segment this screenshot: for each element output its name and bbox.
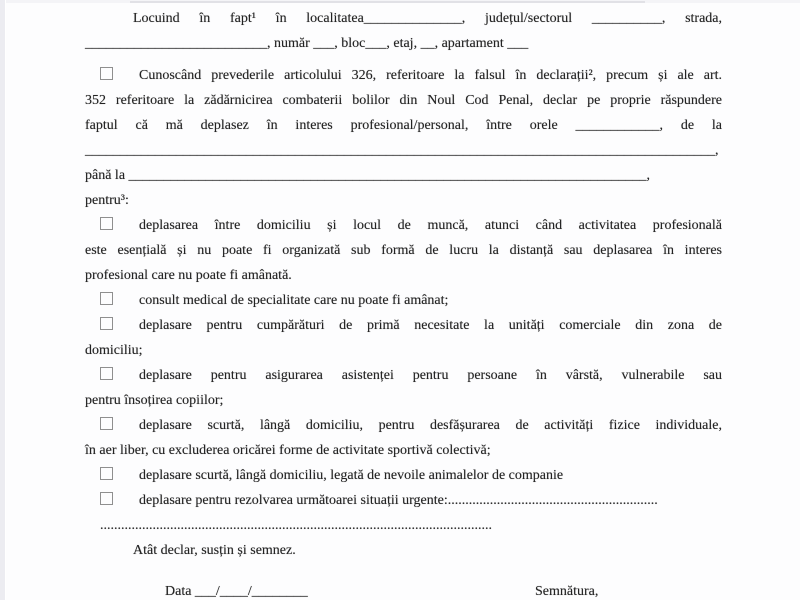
checkbox-icon[interactable]: [100, 67, 113, 80]
line-text: deplasare pentru asigurarea asistenței pentru persoane în vârstă, vulnerabile sau: [139, 368, 722, 383]
line-text: __________________________________________________________________________________________,: [85, 143, 719, 158]
line-text: 352 referitoare la zădărnicirea combaterii bolilor din Noul Cod Penal, declar pe proprie răspundere: [85, 93, 722, 108]
line-text: pentru însoțirea copiilor;: [85, 393, 224, 408]
line-declare: [85, 538, 722, 563]
line-work-2: [85, 238, 722, 263]
line-text: consult medical de specialitate care nu poate fi amânat;: [139, 293, 449, 308]
line-assist-1: [85, 363, 722, 388]
line-for: [85, 188, 722, 213]
line-aware-2: [85, 88, 722, 113]
line-text: ................................................................................................................: [100, 518, 492, 533]
line-sport-1: [85, 413, 722, 438]
checkbox-icon[interactable]: [100, 367, 113, 380]
line-text: profesional care nu poate fi amânată.: [85, 268, 292, 283]
line-from-blank: [85, 138, 722, 163]
line-text: faptul că mă deplasez în interes profesional/personal, între orele ____________, de la: [85, 118, 722, 133]
line-text: deplasare scurtă, lângă domiciliu, legată de nevoile animalelor de companie: [139, 468, 564, 483]
line-text: până la __________________________________________________________________________,: [85, 168, 651, 183]
line-text: deplasare scurtă, lângă domiciliu, pentru desfășurarea de activități fizice individuale,: [139, 418, 722, 433]
line-work-3: [85, 263, 722, 288]
line-residence-1: [85, 6, 722, 31]
line-medical: [85, 288, 722, 313]
line-text: este esențială și nu poate fi organizată sub formă de lucru la distanță sau deplasarea în interes: [85, 243, 722, 258]
line-urgent-dots: [85, 513, 722, 538]
line-text: deplasare pentru cumpărături de primă necesitate la unități comerciale din zona de: [139, 318, 722, 333]
line-work-1: [85, 213, 722, 238]
line-aware-3: [85, 113, 722, 138]
line-sport-2: [85, 438, 722, 463]
line-shopping-2: [85, 338, 722, 363]
checkbox-icon[interactable]: [100, 492, 113, 505]
checkbox-icon[interactable]: [100, 417, 113, 430]
checkbox-icon[interactable]: [100, 292, 113, 305]
date-field: Data ___/____/________: [165, 584, 308, 599]
line-text: __________________________, număr ___, bloc___, etaj, __, apartament ___: [85, 36, 529, 51]
line-pets: [85, 463, 722, 488]
signature-label: Semnătura,: [535, 584, 599, 599]
line-text: deplasarea între domiciliu și locul de muncă, atunci când activitatea profesională: [139, 218, 722, 233]
checkbox-icon[interactable]: [100, 467, 113, 480]
line-text: deplasare pentru rezolvarea următoarei situații urgente:............................................................: [139, 493, 658, 508]
line-text: Locuind în fapt¹ în localitatea______________, județul/sectorul __________, strada,: [133, 11, 722, 26]
line-aware-1: [85, 63, 722, 88]
line-text: în aer liber, cu excluderea oricărei forme de activitate sportivă colectivă;: [85, 443, 491, 458]
line-urgent: [85, 488, 722, 513]
line-text: pentru³:: [85, 193, 129, 208]
line-text: Atât declar, susțin și semnez.: [133, 543, 296, 558]
line-text: Cunoscând prevederile articolului 326, referitoare la falsul în declarații², precum și ale art.: [139, 68, 722, 83]
line-until-blank: [85, 163, 722, 188]
checkbox-icon[interactable]: [100, 217, 113, 230]
footer-row: [85, 579, 722, 600]
checkbox-icon[interactable]: [100, 317, 113, 330]
line-shopping-1: [85, 313, 722, 338]
line-residence-2: [85, 31, 722, 56]
line-text: domiciliu;: [85, 343, 143, 358]
line-assist-2: [85, 388, 722, 413]
